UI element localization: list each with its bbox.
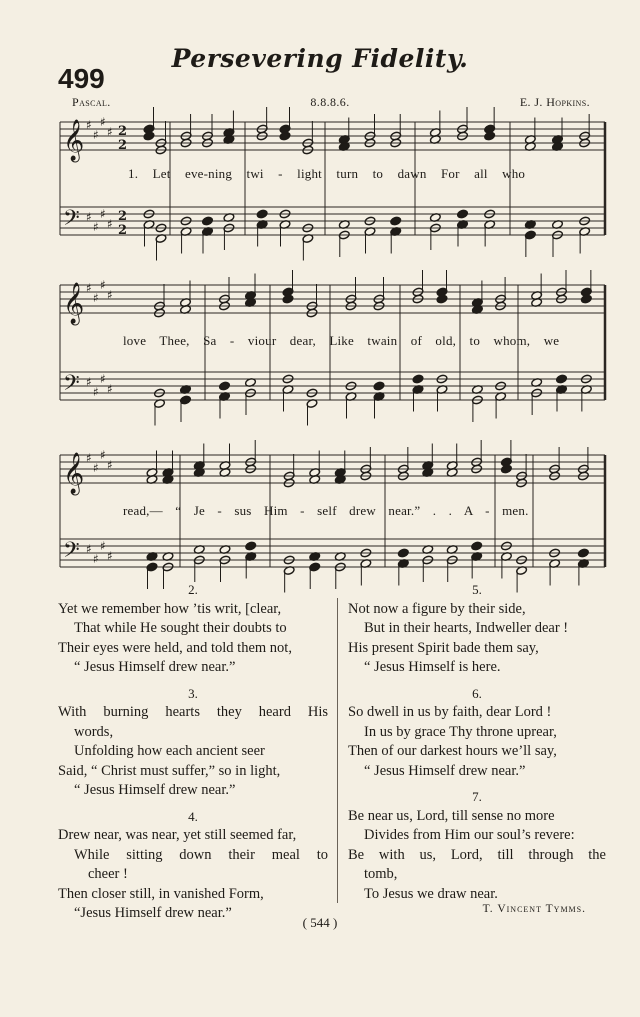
verse-line: That while He sought their doubts to: [74, 620, 287, 636]
notehead: [390, 216, 402, 226]
notehead: [471, 541, 483, 551]
sharp-sign: ♯: [100, 372, 106, 386]
notehead: [484, 131, 496, 141]
composer: E. J. Hopkins.: [519, 95, 590, 109]
page-number: ( 544 ): [302, 915, 338, 930]
verse-line: “ Jesus Himself drew near.”: [74, 659, 236, 675]
verse-line: So dwell in us by faith, dear Lord !: [348, 704, 552, 720]
verse-line: But in their hearts, Indweller dear !: [364, 620, 569, 636]
notehead: [245, 541, 257, 551]
verse-line: While sitting down their meal to: [74, 846, 328, 863]
time-signature: 2: [118, 223, 128, 238]
verse-line: His present Spirit bade them say,: [348, 639, 539, 656]
verse-line: Said, “ Christ must suffer,” so in light,: [58, 762, 281, 779]
verse-number: 2.: [188, 582, 198, 597]
meter: 8.8.8.6.: [310, 95, 350, 109]
hymn-number: 499: [58, 63, 105, 94]
notehead: [219, 381, 231, 391]
notehead: [412, 374, 424, 384]
verse-3: [58, 703, 328, 801]
verse-line: Then of our darkest hours we’ll say,: [348, 743, 557, 759]
treble-clef: 𝄞: [63, 283, 85, 324]
verse-line: tomb,: [364, 866, 398, 882]
notehead: [578, 548, 590, 558]
verse-line: Yet we remember how ’tis writ, [clear,: [58, 600, 282, 617]
author-credit: T. Vincent Tymms.: [482, 903, 586, 915]
lyrics-line-3: read,— “ Je - sus Him - self drew near.” . . A - men.: [123, 503, 529, 518]
verse-6: [348, 703, 606, 781]
verse-column-left: [58, 580, 328, 924]
notehead: [397, 548, 409, 558]
sharp-sign: ♯: [107, 217, 113, 231]
verse-5: [348, 600, 606, 678]
sharp-sign: ♯: [93, 385, 99, 399]
verse-line: “Jesus Himself drew near.”: [74, 905, 232, 921]
verse-column-right: [348, 580, 606, 904]
verse-line: “ Jesus Himself drew near.”: [364, 762, 526, 779]
notehead: [501, 464, 513, 474]
verse-line: words,: [74, 723, 114, 740]
notehead: [436, 294, 448, 304]
hymn-title: Persevering Fidelity.: [171, 44, 469, 73]
notehead: [282, 294, 294, 304]
verse-7: [348, 807, 606, 905]
verse-4: [58, 826, 328, 924]
sharp-sign: ♯: [107, 458, 113, 472]
verse-line: Not now a figure by their side,: [348, 600, 526, 617]
verse-line: In us by grace Thy throne uprear,: [364, 723, 557, 740]
notehead: [373, 381, 385, 391]
time-signature: 2: [118, 138, 128, 153]
sharp-sign: ♯: [86, 118, 92, 132]
sharp-sign: ♯: [86, 451, 92, 465]
verse-line: Divides from Him our soul’s revere:: [364, 827, 575, 843]
sharp-sign: ♯: [93, 552, 99, 566]
verse-line: “ Jesus Himself drew near.”: [74, 782, 236, 798]
notehead: [556, 374, 568, 384]
verse-line: Then closer still, in vanished Form,: [58, 885, 264, 902]
tune-name: Pascal.: [72, 95, 111, 109]
sharp-sign: ♯: [93, 461, 99, 475]
sharp-sign: ♯: [107, 288, 113, 302]
sharp-sign: ♯: [100, 278, 106, 292]
verse-line: To Jesus we draw near.: [364, 885, 498, 902]
verse-2: [58, 600, 328, 678]
column-divider: [337, 598, 338, 903]
verse-number: 4.: [188, 808, 198, 824]
sharp-sign: ♯: [100, 207, 106, 221]
verse-number: 6.: [472, 685, 482, 701]
sharp-sign: ♯: [93, 291, 99, 305]
verse-line: cheer !: [88, 866, 128, 882]
lyrics-line-2: love Thee, Sa - viour dear, Like twain of old, to whom, we: [123, 333, 560, 348]
verse-number: 3.: [188, 685, 198, 701]
lyrics-line-1: 1. Let eve-ning twi - light turn to dawn For all who: [128, 166, 526, 181]
sharp-sign: ♯: [86, 375, 92, 389]
verse-number: 5.: [472, 582, 482, 597]
sharp-sign: ♯: [93, 128, 99, 142]
notehead: [279, 131, 291, 141]
sharp-sign: ♯: [100, 115, 106, 129]
notehead: [202, 216, 214, 226]
sharp-sign: ♯: [86, 542, 92, 556]
sharp-sign: ♯: [100, 539, 106, 553]
sharp-sign: ♯: [107, 549, 113, 563]
treble-clef: 𝄞: [63, 120, 85, 161]
verse-line: With burning hearts they heard His: [58, 704, 328, 720]
sharp-sign: ♯: [93, 220, 99, 234]
verse-line: Drew near, was near, yet still seemed far,: [58, 827, 297, 843]
notehead: [580, 294, 592, 304]
bass-clef: 𝄢: [63, 206, 80, 236]
treble-clef: 𝄞: [63, 453, 85, 494]
sharp-sign: ♯: [107, 382, 113, 396]
bass-clef: 𝄢: [63, 371, 80, 401]
sharp-sign: ♯: [86, 210, 92, 224]
bass-clef: 𝄢: [63, 538, 80, 568]
sharp-sign: ♯: [86, 281, 92, 295]
notehead: [457, 209, 469, 219]
verse-line: Their eyes were held, and told them not,: [58, 639, 292, 656]
time-signature: 2: [118, 209, 128, 224]
sharp-sign: ♯: [100, 448, 106, 462]
verse-line: Unfolding how each ancient seer: [74, 743, 265, 759]
verse-number: 7.: [472, 789, 482, 804]
verse-line: Be near us, Lord, till sense no more: [348, 807, 555, 824]
notehead: [143, 131, 155, 141]
verse-line: “ Jesus Himself is here.: [364, 659, 501, 675]
notehead: [256, 209, 268, 219]
time-signature: 2: [118, 124, 128, 139]
verse-line: Be with us, Lord, till through the: [348, 846, 606, 863]
sharp-sign: ♯: [107, 125, 113, 139]
